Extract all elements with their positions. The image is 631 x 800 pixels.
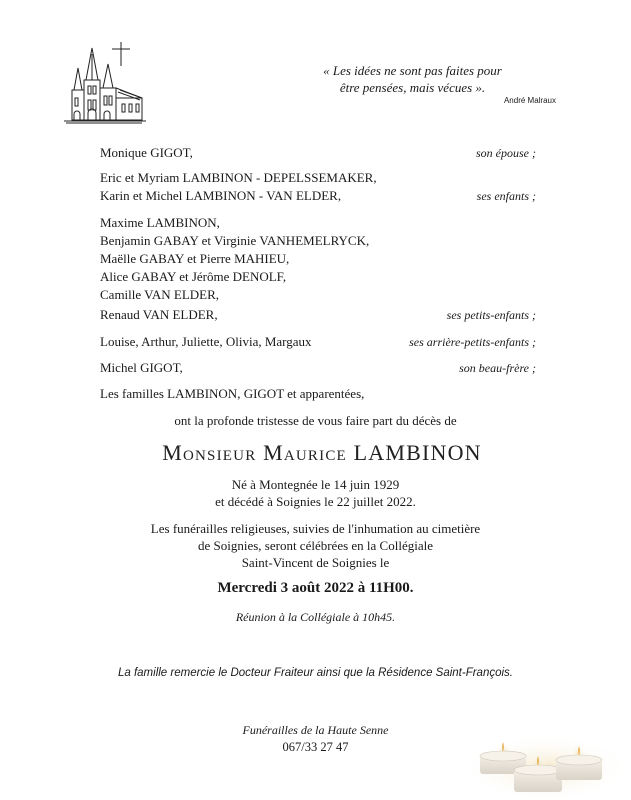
announcement-text: ont la profonde tristesse de vous faire part du décès de: [174, 413, 457, 428]
family-name: Louise, Arthur, Juliette, Olivia, Margaux: [100, 334, 312, 349]
family-role: son beau-frère ;: [459, 361, 536, 375]
quote-line-1: « Les idées ne sont pas faites pour: [323, 63, 502, 78]
deceased-name: Monsieur Maurice LAMBINON: [162, 440, 482, 465]
family-role: ses petits-enfants ;: [446, 308, 536, 322]
funeral-line-2: de Soignies, seront célébrées en la Collégiale: [197, 538, 433, 553]
family-name: Alice GABAY et Jérôme DENOLF,: [100, 269, 287, 284]
meeting-info: Réunion à la Collégiale à 10h45.: [235, 610, 396, 624]
thanks-note: La famille remercie le Docteur Fraiteur ainsi que la Résidence Saint-François.: [117, 667, 513, 679]
funeral-home-name: Funérailles de la Haute Senne: [242, 723, 389, 737]
family-name: Benjamin GABAY et Virginie VANHEMELRYCK,: [100, 233, 370, 248]
family-role: ses enfants ;: [476, 189, 536, 203]
family-role: son épouse ;: [476, 146, 536, 160]
family-name: Michel GIGOT,: [100, 360, 183, 375]
funeral-date: Mercredi 3 août 2022 à 11H00.: [217, 580, 414, 596]
family-name: Renaud VAN ELDER,: [100, 307, 218, 322]
funeral-line-3: Saint-Vincent de Soignies le: [241, 555, 390, 570]
family-name: Maëlle GABAY et Pierre MAHIEU,: [100, 251, 290, 266]
candles-illustration: [462, 728, 631, 800]
family-name: Karin et Michel LAMBINON - VAN ELDER,: [100, 188, 342, 203]
funeral-line-1: Les funérailles religieuses, suivies de l'inhumation au cimetière: [150, 521, 481, 536]
death-line: et décédé à Soignies le 22 juillet 2022.: [215, 494, 416, 509]
family-name: Camille VAN ELDER,: [100, 287, 220, 302]
family-name: Eric et Myriam LAMBINON - DEPELSSEMAKER,: [100, 170, 377, 185]
quote-line-2: être pensées, mais vécues ».: [339, 80, 486, 95]
family-name: Les familles LAMBINON, GIGOT et apparentées,: [100, 386, 365, 401]
family-name: Maxime LAMBINON,: [100, 215, 220, 230]
family-name: Monique GIGOT,: [100, 145, 193, 160]
epigraph-quote: [300, 62, 525, 96]
family-role: ses arrière-petits-enfants ;: [409, 335, 536, 349]
church-illustration: [62, 40, 148, 126]
quote-author: André Malraux: [503, 96, 556, 105]
funeral-home-phone: 067/33 27 47: [282, 740, 349, 754]
birth-line: Né à Montegnée le 14 juin 1929: [231, 477, 400, 492]
